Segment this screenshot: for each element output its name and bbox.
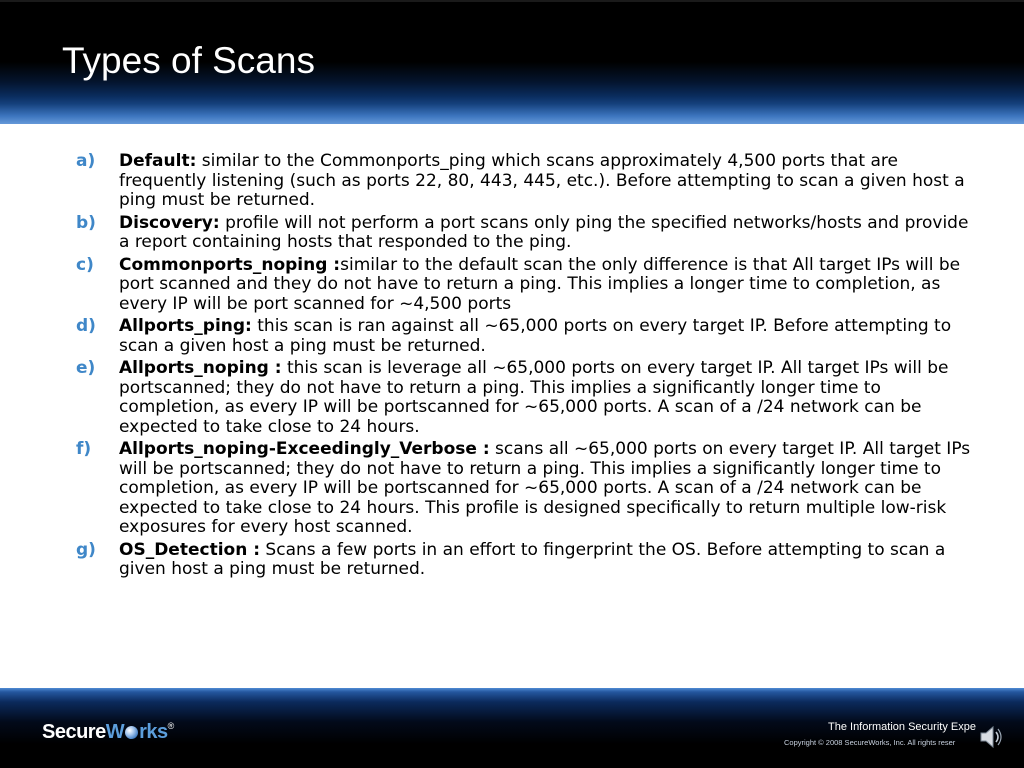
footer-tagline: The Information Security Expe	[828, 721, 976, 733]
scan-type-term: Allports_noping :	[119, 358, 282, 378]
secureworks-logo	[42, 721, 174, 744]
list-item-text	[119, 359, 976, 437]
logo-text-w: W	[105, 721, 125, 743]
header-top-strip	[0, 0, 1024, 2]
slide-footer	[0, 688, 1024, 768]
list-item-text	[119, 256, 976, 315]
list-item	[76, 541, 976, 580]
scan-type-term: Discovery:	[119, 212, 220, 233]
list-item-text	[119, 214, 976, 253]
scan-type-description: this scan is ran against all ~65,000 ports on every target IP. Before attempting to scan a given host a ping must be returned.	[119, 316, 952, 356]
scan-type-term: Allports_ping:	[119, 316, 252, 336]
list-marker: e)	[76, 358, 96, 378]
speaker-icon[interactable]	[978, 724, 1002, 750]
registered-mark: ®	[167, 721, 174, 731]
scan-types-list	[76, 152, 976, 583]
list-item-text	[119, 541, 976, 580]
list-marker: d)	[76, 316, 96, 336]
list-item-text	[119, 317, 976, 356]
list-item	[76, 359, 976, 437]
slide-title: Types of Scans	[62, 40, 315, 81]
globe-icon	[125, 726, 138, 739]
footer-copyright: Copyright © 2008 SecureWorks, Inc. All rights reser	[784, 738, 956, 747]
logo-text-rks: rks	[139, 721, 168, 743]
list-item	[76, 440, 976, 538]
list-marker: g)	[76, 539, 96, 560]
scan-type-term: Allports_noping-Exceedingly_Verbose :	[119, 439, 490, 459]
scan-type-description: Scans a few ports in an effort to fingerprint the OS. Before attempting to scan a given host a ping must be returned.	[119, 539, 946, 579]
scan-type-description: scans all ~65,000 ports on every target IP. All target IPs will be portscanned; they do not have to return a ping. This implies a significantly longer time to completion, as every IP will be portscanned for ~65,000 ports. A scan of a /24 network can be expected to take close to 24 hours. This profile is designed specifically to return multiple low-risk exposures for every host scanned.	[119, 439, 971, 537]
list-marker: c)	[76, 254, 94, 275]
list-marker: b)	[76, 212, 96, 233]
scan-type-description: similar to the default scan the only difference is that All target IPs will be port scanned and they do not have to return a ping. This implies a longer time to completion, as every IP will be port scanned for ~4,500 ports	[119, 254, 961, 314]
list-item	[76, 214, 976, 253]
slide-header	[0, 0, 1024, 124]
list-marker: f)	[76, 439, 92, 459]
scan-type-term: Commonports_noping :	[119, 254, 341, 275]
scan-type-description: profile will not perform a port scans only ping the specified networks/hosts and provide a report containing hosts that responded to the ping.	[119, 212, 969, 252]
header-gradient-shine	[0, 96, 1024, 124]
list-item-text	[119, 440, 976, 538]
scan-type-description: this scan is leverage all ~65,000 ports on every target IP. All target IPs will be portscanned; they do not have to return a ping. This implies a significantly longer time to completion, as every IP will be portscanned for ~65,000 ports. A scan of a /24 network can be expected to take close to 24 hours.	[119, 358, 949, 437]
logo-text-secure: Secure	[42, 721, 106, 743]
logo-text-works	[106, 721, 168, 743]
list-item-text	[119, 152, 976, 211]
list-item	[76, 256, 976, 315]
list-item	[76, 317, 976, 356]
scan-type-description: similar to the Commonports_ping which scans approximately 4,500 ports that are frequently listening (such as ports 22, 80, 443, 445, etc.). Before attempting to scan a given host a ping must be returned.	[119, 151, 965, 210]
scan-type-term: OS_Detection :	[119, 539, 261, 560]
scan-type-term: Default:	[119, 151, 197, 171]
list-marker: a)	[76, 151, 96, 171]
list-item	[76, 152, 976, 211]
